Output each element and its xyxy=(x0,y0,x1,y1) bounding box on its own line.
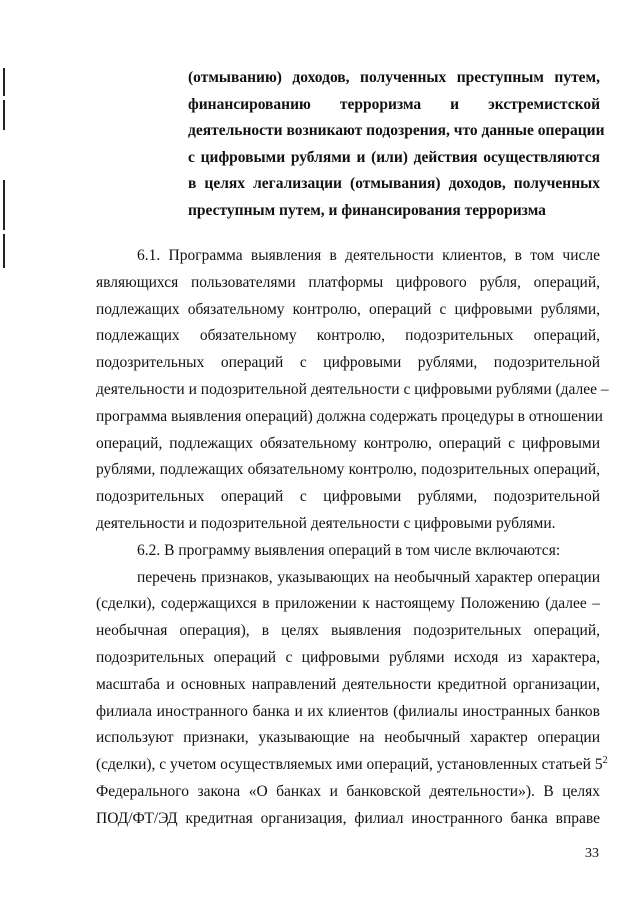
superscript: 2 xyxy=(602,755,608,767)
body-text xyxy=(96,243,609,833)
paragraph-line: филиала иностранного банка и их клиентов (филиалы иностранных банков xyxy=(96,702,600,720)
heading-line: (отмыванию) доходов, полученных преступным путем, xyxy=(188,69,600,86)
paragraph-line-text: (сделки), с учетом осуществляемых ими операций, установленных статьей 5 xyxy=(96,756,603,774)
heading-line: в целях легализации (отмывания) доходов, полученных xyxy=(188,175,600,193)
paragraph-line: масштаба и основных направлений деятельности кредитной организации, xyxy=(96,675,600,693)
heading-line: финансированию терроризма и экстремистской xyxy=(188,95,600,113)
heading-line: с цифровыми рублями и (или) действия осуществляются xyxy=(188,148,600,166)
paragraph-line: являющихся пользователями платформы цифрового рубля, операций, xyxy=(96,273,600,291)
paragraph-line: программа выявления операций) должна содержать процедуры в отношении xyxy=(96,407,603,425)
paragraph-line: подлежащих обязательному контролю, подозрительных операций, xyxy=(96,327,600,345)
paragraph-line: 6.2. В программу выявления операций в том числе включаются: xyxy=(137,541,561,559)
margin-change-bar xyxy=(3,100,5,130)
margin-change-bar xyxy=(3,180,5,230)
paragraph-line: Федерального закона «О банках и банковской деятельности»). В целях xyxy=(96,782,600,800)
paragraph-line: подлежащих обязательному контролю, операций с цифровыми рублями, xyxy=(96,300,600,318)
paragraph-line: 6.1. Программа выявления в деятельности клиентов, в том числе xyxy=(137,247,600,264)
paragraph-line: операций, подлежащих обязательному контролю, операций с цифровыми xyxy=(96,434,600,452)
margin-change-bar xyxy=(3,68,5,96)
paragraph-line: подозрительных операций с цифровыми рублями, подозрительной xyxy=(96,488,600,506)
page-number: 33 xyxy=(585,846,599,861)
heading-line: преступным путем, и финансирования терроризма xyxy=(188,201,546,219)
paragraph-line: подозрительных операций с цифровыми рублями, подозрительной xyxy=(96,354,600,372)
paragraph-line: необычная операция), в целях выявления подозрительных операций, xyxy=(96,622,600,640)
paragraph-line-with-superscript xyxy=(96,752,608,779)
section-heading xyxy=(188,65,605,225)
margin-change-bar xyxy=(3,234,5,268)
paragraph-line: подозрительных операций с цифровыми рублями исходя из характера, xyxy=(96,648,600,666)
paragraph-line: ПОД/ФТ/ЭД кредитная организация, филиал иностранного банка вправе xyxy=(96,809,600,827)
paragraph-line: используют признаки, указывающие на необычный характер операции xyxy=(96,729,600,747)
paragraph-line: деятельности и подозрительной деятельности с цифровыми рублями. xyxy=(96,514,556,532)
paragraph-line: перечень признаков, указывающих на необычный характер операции xyxy=(137,568,600,586)
paragraph-line: (сделки), содержащихся в приложении к настоящему Положению (далее – xyxy=(96,595,600,613)
heading-line: деятельности возникают подозрения, что данные операции xyxy=(188,122,605,140)
paragraph-line: рублями, подлежащих обязательному контролю, подозрительных операций, xyxy=(96,461,600,479)
paragraph-line: деятельности и подозрительной деятельности с цифровыми рублями (далее – xyxy=(96,380,609,398)
